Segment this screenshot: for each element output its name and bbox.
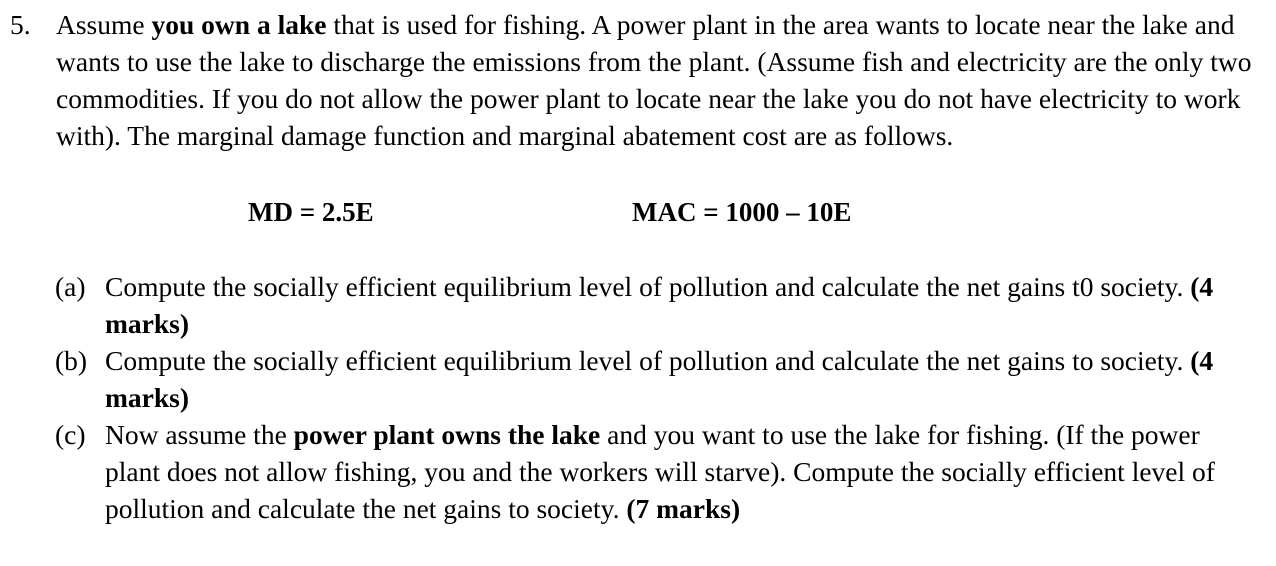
part-c-body-start: Now assume the bbox=[105, 419, 294, 450]
part-c-body-rest: and you want to use the lake for fishing. (If the power plant does not allow fishing, you and the workers will starve). Compute the socially efficient level of pollution and calculate the net gains to society. bbox=[105, 419, 1215, 524]
marginal-damage-equation: MD = 2.5E bbox=[248, 197, 374, 227]
part-c-bold-phrase: power plant owns the lake bbox=[293, 419, 601, 450]
part-a-text bbox=[105, 268, 1260, 342]
part-a bbox=[55, 268, 1260, 342]
part-a-marks: (4 marks) bbox=[105, 271, 1214, 339]
part-b-label: (b) bbox=[55, 345, 88, 376]
part-b-marks: (4 marks) bbox=[105, 345, 1214, 413]
intro-text-rest: that is used for fishing. A power plant in the area wants to locate near the lake and wants to use the lake to discharge the emissions from the plant. (Assume fish and electricity are the only two commodities. If you do not allow the power plant to locate near the lake you do not have electricity to work with). The marginal damage function and marginal abatement cost are as follows. bbox=[56, 9, 1252, 151]
equations bbox=[10, 194, 1260, 230]
part-b-body: Compute the socially efficient equilibrium level of pollution and calculate the net gains to society. bbox=[105, 345, 1191, 376]
marginal-abatement-cost-equation: MAC = 1000 – 10E bbox=[632, 197, 852, 227]
intro-text-start: Assume bbox=[56, 9, 152, 40]
part-c-marks: (7 marks) bbox=[626, 493, 741, 524]
question-parts bbox=[55, 268, 1260, 527]
question-intro-row bbox=[10, 6, 1260, 154]
part-a-label: (a) bbox=[55, 271, 86, 302]
part-b-text bbox=[105, 342, 1260, 416]
part-b bbox=[55, 342, 1260, 416]
part-a-body: Compute the socially efficient equilibrium level of pollution and calculate the net gains t0 society. bbox=[105, 271, 1191, 302]
question-number: 5. bbox=[10, 9, 31, 40]
question-intro bbox=[56, 6, 1260, 154]
intro-bold-phrase: you own a lake bbox=[151, 9, 327, 40]
part-c-label: (c) bbox=[55, 419, 86, 450]
part-c-text bbox=[105, 416, 1260, 527]
part-c bbox=[55, 416, 1260, 527]
question-5 bbox=[10, 6, 1260, 527]
